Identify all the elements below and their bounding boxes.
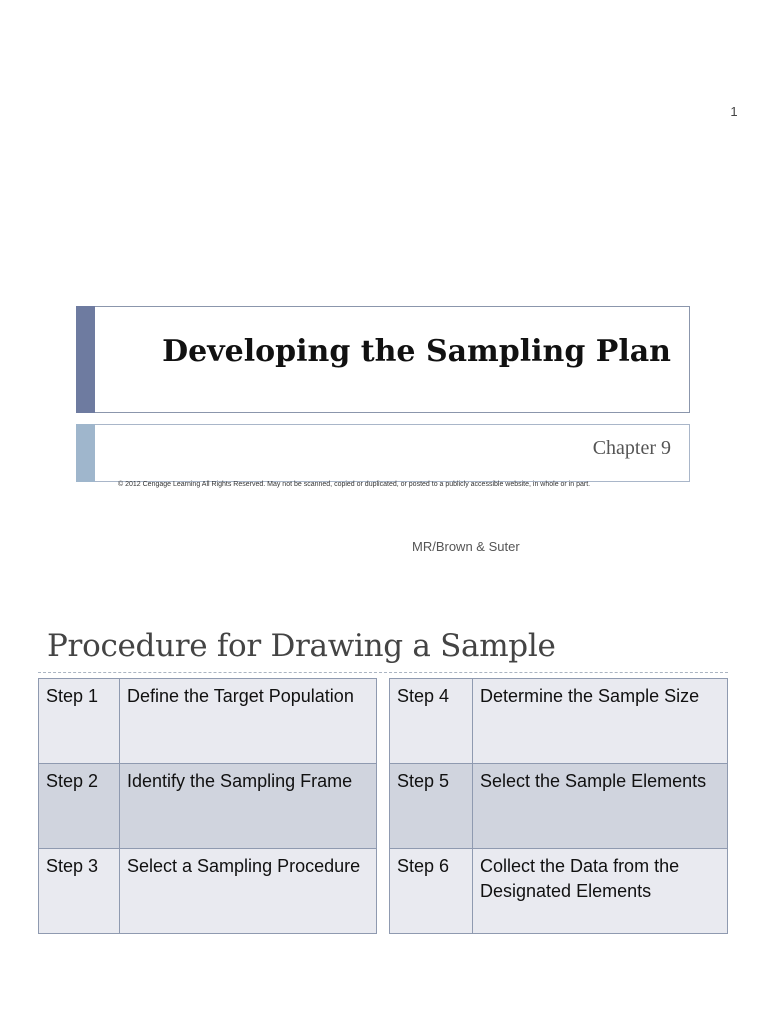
step-description: Identify the Sampling Frame	[120, 764, 377, 849]
step-number: Step 5	[390, 764, 473, 849]
step-number: Step 6	[390, 849, 473, 934]
step-description: Select the Sample Elements	[473, 764, 728, 849]
table-row	[39, 849, 377, 934]
slide-title: Developing the Sampling Plan	[162, 334, 671, 369]
procedure-title: Procedure for Drawing a Sample	[47, 628, 556, 664]
table-row	[39, 679, 377, 764]
title-divider	[38, 672, 728, 673]
title-accent-bar	[76, 306, 95, 413]
steps-table-right	[389, 678, 728, 934]
step-number: Step 2	[39, 764, 120, 849]
title-box	[76, 306, 690, 413]
table-row	[390, 679, 728, 764]
step-description: Define the Target Population	[120, 679, 377, 764]
copyright-notice: © 2012 Cengage Learning All Rights Reserved. May not be scanned, copied or duplicated, or posted to a publicly accessible website, in whole or in part.	[118, 481, 591, 488]
table-row	[390, 849, 728, 934]
steps-table-left	[38, 678, 377, 934]
step-description: Select a Sampling Procedure	[120, 849, 377, 934]
step-description: Collect the Data from the Designated Elements	[473, 849, 728, 934]
step-number: Step 3	[39, 849, 120, 934]
page-number: 1	[730, 104, 738, 119]
subtitle-accent-bar	[76, 424, 95, 482]
step-description: Determine the Sample Size	[473, 679, 728, 764]
step-number: Step 1	[39, 679, 120, 764]
author-credit: MR/Brown & Suter	[412, 539, 520, 554]
table-row	[390, 764, 728, 849]
table-row	[39, 764, 377, 849]
subtitle-box	[76, 424, 690, 482]
slide-subtitle: Chapter 9	[592, 437, 671, 459]
step-number: Step 4	[390, 679, 473, 764]
